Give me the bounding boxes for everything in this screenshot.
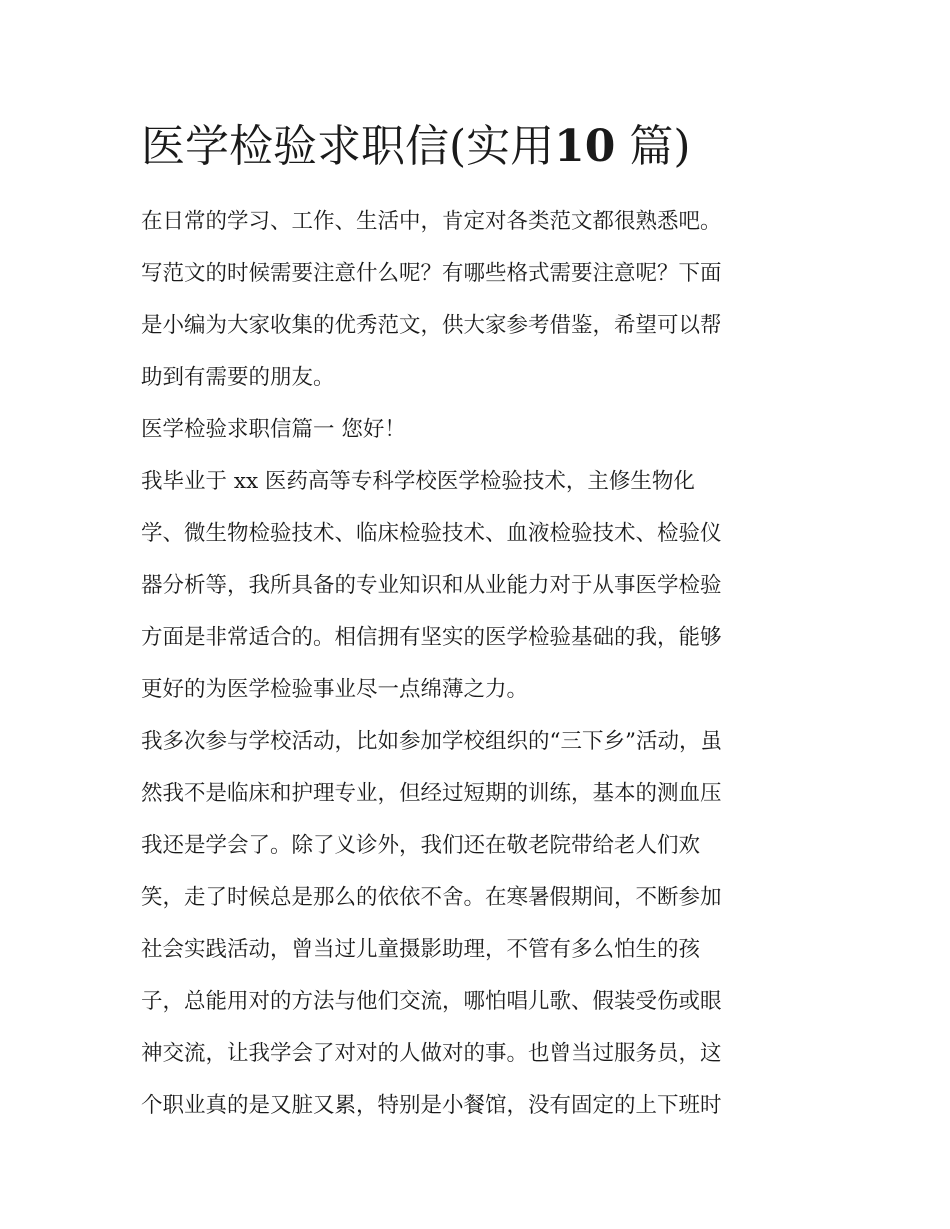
text-line: 是小编为大家收集的优秀范文，供大家参考借鉴，希望可以帮 [141,313,722,338]
text-line: 助到有需要的朋友。 [141,365,335,390]
text-line: 我还是学会了。除了义诊外，我们还在敬老院带给老人们欢 [141,833,701,858]
text-line: 器分析等，我所具备的专业知识和从业能力对于从事医学检验 [141,573,722,598]
title-number: 10 [554,121,616,172]
text-line: 学、微生物检验技术、临床检验技术、血液检验技术、检验仪 [141,521,722,546]
text-line: 社会实践活动，曾当过儿童摄影助理，不管有多么怕生的孩 [141,937,701,962]
text-line: 个职业真的是又脏又累，特别是小餐馆，没有固定的上下班时 [141,1093,722,1118]
text-line: 然我不是临床和护理专业，但经过短期的训练，基本的测血压 [141,781,722,806]
text-line: 写范文的时候需要注意什么呢？有哪些格式需要注意呢？下面 [141,261,722,286]
text-line: 我毕业于 xx 医药高等专科学校医学检验技术，主修生物化 [141,469,695,494]
text-line: 子，总能用对的方法与他们交流，哪怕唱儿歌、假装受伤或眼 [141,989,722,1014]
text-line: 神交流，让我学会了对对的人做对的事。也曾当过服务员，这 [141,1041,722,1066]
title-suffix: 篇) [629,121,691,172]
text-line: 我多次参与学校活动，比如参加学校组织的“三下乡”活动，虽 [141,729,722,754]
document-body [141,196,813,1132]
text-line: 笑，走了时候总是那么的依依不舍。在寒暑假期间，不断参加 [141,885,722,910]
title-prefix: 医学检验求职信(实用 [141,121,555,172]
text-line: 方面是非常适合的。相信拥有坚实的医学检验基础的我，能够 [141,625,722,650]
text-line: 在日常的学习、工作、生活中，肯定对各类范文都很熟悉吧。 [141,209,722,234]
section-heading-line: 医学检验求职信篇一 您好！ [141,417,406,442]
document-title [141,112,841,182]
text-line: 更好的为医学检验事业尽一点绵薄之力。 [141,677,529,702]
